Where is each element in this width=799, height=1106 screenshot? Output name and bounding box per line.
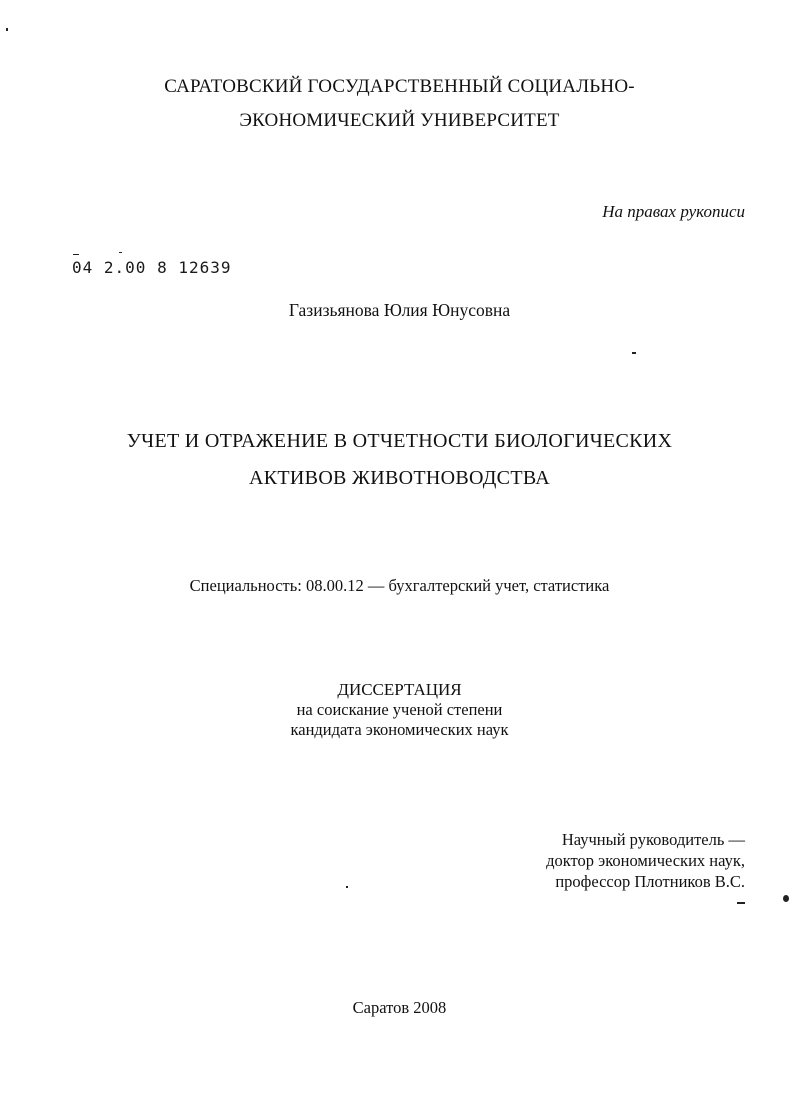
scan-speck <box>346 886 348 888</box>
institution-line-1: САРАТОВСКИЙ ГОСУДАРСТВЕННЫЙ СОЦИАЛЬНО- <box>164 76 635 97</box>
specialty: Специальность: 08.00.12 — бухгалтерский учет, статистика <box>189 576 610 595</box>
dissertation-block <box>0 680 799 740</box>
supervisor-line-2: доктор экономических наук, <box>546 851 745 870</box>
supervisor-line-3: профессор Плотников В.С. <box>555 872 745 891</box>
scan-speck <box>119 252 122 253</box>
dissertation-heading: ДИССЕРТАЦИЯ <box>337 680 462 699</box>
institution-line-2: ЭКОНОМИЧЕСКИЙ УНИВЕРСИТЕТ <box>239 110 560 131</box>
scan-speck <box>737 902 745 904</box>
title-line-2: АКТИВОВ ЖИВОТНОВОДСТВА <box>249 467 550 489</box>
dissertation-title <box>0 423 799 497</box>
title-line-1: УЧЕТ И ОТРАЖЕНИЕ В ОТЧЕТНОСТИ БИОЛОГИЧЕСКИХ <box>126 430 673 452</box>
scan-speck <box>73 254 79 255</box>
supervisor-line-1: Научный руководитель — <box>561 830 745 849</box>
author-name: Газизьянова Юлия Юнусовна <box>288 300 511 320</box>
scan-speck <box>632 352 636 354</box>
supervisor-block <box>546 829 745 892</box>
registry-number: 04 2.00 8 12639 <box>72 258 232 277</box>
degree-line-2: кандидата экономических наук <box>290 720 509 739</box>
scan-speck <box>783 895 789 902</box>
city-year: Саратов 2008 <box>352 998 447 1017</box>
institution-header <box>0 70 799 138</box>
degree-line-1: на соискание ученой степени <box>296 700 503 719</box>
manuscript-note: На правах рукописи <box>602 202 745 221</box>
scan-speck <box>6 28 8 31</box>
